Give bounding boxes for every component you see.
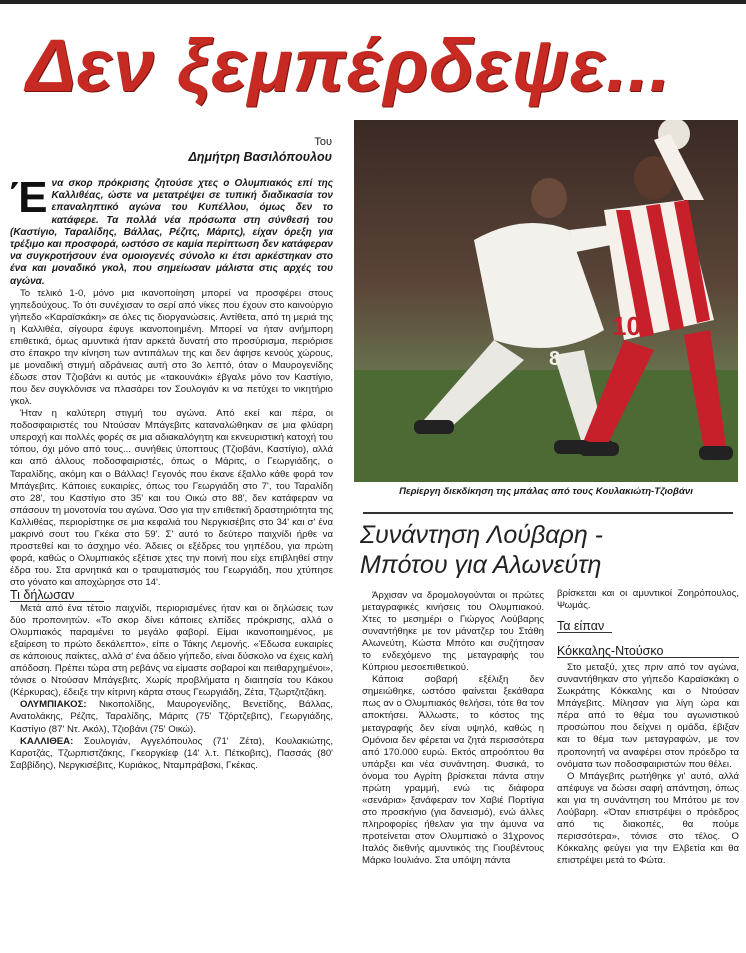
- sidebar-rule: [363, 512, 733, 514]
- lineup-kallithea: [10, 736, 333, 772]
- lineup-players: Νικοπολίδης, Μαυρογενίδης, Βενετίδης, Βάλλας, Ανατολάκης, Ρέζιτς, Ταραλίδης, Μάριτς (75' Τζόρτζεβιτς), Γεωργιάδης, Καστίγιο (87' Ντ. Ακόλ), Τζιοβάνι (75' Οικώ).: [10, 699, 334, 735]
- main-article-column: [10, 173, 334, 772]
- sub-heading-statements: Τι δήλωσαν: [10, 589, 104, 602]
- jersey-number: 10: [612, 311, 641, 341]
- lineup-team: ΚΑΛΛΙΘΕΑ:: [20, 735, 74, 747]
- sidebar-title: [360, 520, 740, 580]
- sidebar-title-line: Συνάντηση Λούβαρη -: [360, 521, 604, 549]
- jersey-number: 8: [549, 348, 561, 370]
- headline: Δεν ξεμπέρδεψε...: [26, 24, 671, 107]
- lineup-players: Σουλογιάν, Αγγελόπουλος (71' Ζέτα), Κουλακιώτης, Καροτζάς, Τζωρπιστζάκης, Γκεοργκίεφ (14' λ.τ. Πέτκοβιτς), Πασσάς (80' Σαββίδης), Νεργκισέβιτς, Κυριάκος, Νταμπράβσκι, Γκέκας.: [10, 735, 333, 771]
- sidebar-title-line: Μπότου για Αλωνεύτη: [360, 551, 602, 579]
- statements-paragraph: Μετά από ένα τέτοιο παιχνίδι, περιορισμένες ήταν και οι δηλώσεις των δύο προπονητών. «Το σκορ δίνει κάποιες ελπίδες πρόκρισης, αλλά ο Ολυμπιακός παραμένει το μεγάλο φαβορί. Είμαι ικανοποιημένος, με εξαίρεση το πρώτο δεκάλεπτο», είπε ο Τάκης Λεμονής. «Έδωσα ευκαιρίες σε κάποιους παίκτες, αλλά σ' ένα άδειο γήπεδο, είναι δύσκολο να έχεις καλή απόδοση. Πρέπει τώρα στη ρεβάνς να είμαστε σοβαροί και πειθαρχημένοι», τόνισε ο Ντούσαν Μπάγεβιτς. Χωρίς προβλήματα η διαιτησία του Κάκου (Κέρκυρας), έδειξε την κίτρινη κάρτα στους Γεωργιάδη, Ζέτα, Τζωρτζιτζάκη.: [10, 603, 333, 699]
- byline: [120, 136, 332, 164]
- sub-heading-names: Κόκκαλης-Ντούσκο: [557, 645, 739, 658]
- drop-cap: Έ: [10, 173, 48, 222]
- sidebar-paragraph: Κάποια σοβαρή εξέλιξη δεν σημειώθηκε, ωστόσο φαίνεται ξεκάθαρα πως αν ο Ολυμπιακός θελήσει, τότε θα τον αποκτήσει. Άλλωστε, το κόστος της μεταγραφής δεν είναι υψηλό, καθώς η Ομόνοια δεν φέρεται να ζητά περισσότερα από 170.000 ευρώ. Εκτός απροόπτου θα υπάρξει και νέα συνάντηση. Φυσικά, το όνομα του Αγρίτη βρίσκεται πάντα στην πρώτη γραμμή, ενώ τις διάφορα «σενάρια» ξανάφεραν τον Χαβιέ Πορτίγια στο προσκήνιο (για δανεισμό), ενώ άλλες πληροφορίες ήθελαν για την άμυνα να προτείνεται στον Ολυμπιακό ο 31χρονος Ιταλός διεθνής αμυντικός της Γιουβέντους Μάρκο Ιουλιάνο. Στα υπόψη πάντα: [362, 674, 544, 867]
- lineup-olympiakos: [10, 699, 333, 735]
- sidebar-paragraph: Στο μεταξύ, χτες πριν από τον αγώνα, συναντήθηκαν στο γήπεδο Καραϊσκάκη ο Σωκράτης Κόκκαλης και ο Ντούσαν Μπάγεβιτς. Μίλησαν για λίγη ώρα και πέρα από το θέμα του αγωνιστικού προσώπου που δείχνει η ομάδα, έβιξαν και το θέμα των μεταγραφών, με τον προπονητή να αναφέρει στον πρόεδρο τα ονόματα των ποδοσφαιριστών που θέλει.: [557, 662, 739, 770]
- match-photo: [354, 120, 738, 482]
- article-paragraph: Το τελικό 1-0, μόνο μια ικανοποίηση μπορεί να προσφέρει στους γηπεδούχους. Το ότι συνέχισαν το σερί από νίκες που έχουν στο καινούργιο γήπεδο «Καραϊσκάκη» σε όλες τις διοργανώσεις. Αντίθετα, από τη μεριά της η Καλλιθέα, σίγουρα έφυγε ικανοποιημένη. Μπορεί να ήταν ανήμπορη επιθετικά, όμως αμυντικά ήταν αρκετά δυνατή στο προσύρισμα, περιόρισε στο έπακρο την κίνηση των αντιπάλων της και δεν άφησε κενούς χώρους, με μοναδική στιγμή αδράνειας αυτή στο 3ο λεπτό, όταν ο Μαυρογενίδης έδωσε στον Τζιοβάνι κι αυτός με «τακουνάκι» έβγαλε μόνο τον Καστίγιο, που δεν συγκλόνισε να πλασάρει τον Σουλογιάν κι να πετύχει το νικητήριο γκολ.: [10, 287, 333, 408]
- match-photo-illustration: [354, 120, 738, 482]
- article-paragraph: Ήταν η καλύτερη στιγμή του αγώνα. Από εκεί και πέρα, οι ποδοσφαιριστές του Ντούσαν Μπάγεβιτς καταναλώθηκαν σε μια φλύαρη υπεροχή και πολλές φορές σε μια αδιακαλόγητη και εκνευριστική κατοχή του τόπου, όχι μόνο από τους... συνήθεις ύποπτους (Τζιοβάνι, Καστίγιο), αλλά και από άλλους ποδοσφαιριστές, όπως ο Μάριτς, ο Γεωργιάδης, ο Ταραλίδης, ακόμη και ο Βάλλας! Γεγονός που έκανε έξαλλο κάθε φορά τον Μπάγεβιτς. Κάποιες ευκαιρίες, όπως του Γεωργιάδη στο 7', του Ταραλίδη στο 28', του Καστίγιο στο 35' και του Οικώ στο 88', δεν κατάφεραν να σπάσουν τη μονοτονία του αγώνα. Όσο για την επιθετική δραστηριότητα της Καλλιθέας, περιορίστηκε σε μια κεφαλιά του Νεργκισέβιτς στο 34' και σ' ένα μακρινό σουτ του Γκέκα στο 59'. Σ' αυτό το δεύτερο παιχνίδι ήρθε να προστεθεί και το άσχημο νέο. Άδειες οι εξέδρες του γηπέδου, για πρώτη φορά, καθώς ο Ολυμπιακός εξέτισε χτες την ποινή που είχε επιβληθεί στην έδρα του. Στα αρνητικά και ο τραυματισμός του Γεωργιάδη, που χτύπησε στο γόνατο και αποχώρησε στο 14'.: [10, 408, 333, 588]
- byline-of: Του: [314, 136, 332, 148]
- byline-author: Δημήτρη Βασιλόπουλου: [188, 150, 332, 164]
- sidebar-paragraph: Άρχισαν να δρομολογούνται οι πρώτες μεταγραφικές κινήσεις του Ολυμπιακού. Χτες το μεσημέρι ο Γιώργος Λούβαρης συναντήθηκε με τον μάνατζερ του Στάθη Αλωνεύτη, Κώστα Μπότο και συζήτησαν το ενδεχόμενο της μεταγραφής του Κύπριου μεσοεπιθετικού.: [362, 590, 544, 674]
- article-lead: [10, 173, 333, 288]
- top-rule: [0, 0, 746, 4]
- sidebar-column-1: [362, 590, 544, 867]
- photo-caption: Περίεργη διεκδίκηση της μπάλας από τους Κουλακιώτη-Τζιοβάνι: [399, 486, 693, 497]
- sidebar-column-2: [557, 588, 739, 867]
- lineup-team: ΟΛΥΜΠΙΑΚΟΣ:: [20, 699, 87, 711]
- sidebar-intro: βρίσκεται και οι αμυντικοί Ζοηρόπουλος, Ψωμάς.: [557, 588, 739, 612]
- sidebar-paragraph: Ο Μπάγεβιτς ρωτήθηκε γι' αυτό, αλλά απέφυγε να δώσει σαφή απάντηση, όπως και για τη συνάντηση του Μπότου με τον Λούβαρη. «Όταν επιστρέψει ο πρόεδρος από τις διακοπές, θα πούμε περισσότερα», τόνισε στο τέλος. Ο Κόκκαλης φεύγει για την Ελβετία και θα επιστρέψει μετά το Φώτα.: [557, 770, 739, 866]
- lead-text: να σκορ πρόκρισης ζητούσε χτες ο Ολυμπιακός επί της Καλλιθέας, ώστε να μετατρέψει σε τυπική διαδικασία τον επαναληπτικό αγώνα του Κυπέλλου, όμως δεν το κατάφερε. Τα πολλά νέα πρόσωπα στη σύνθεσή του (Καστίγιο, Ταραλίδης, Βάλλας, Ρέζιτς, Μάριτς), είχαν όρεξη για τρέξιμο και προσφορά, ωστόσο σε καμία περίπτωση δεν κατάφεραν να συγκροτήσουν ένα ομοιογενές σύνολο κι έτσι αρκέστηκαν στο ένα και μοναδικό γκολ, που σημείωσαν μάλιστα στις αρχές του αγώνα.: [10, 178, 333, 287]
- sub-heading-they-talked: Τα είπαν: [557, 620, 612, 633]
